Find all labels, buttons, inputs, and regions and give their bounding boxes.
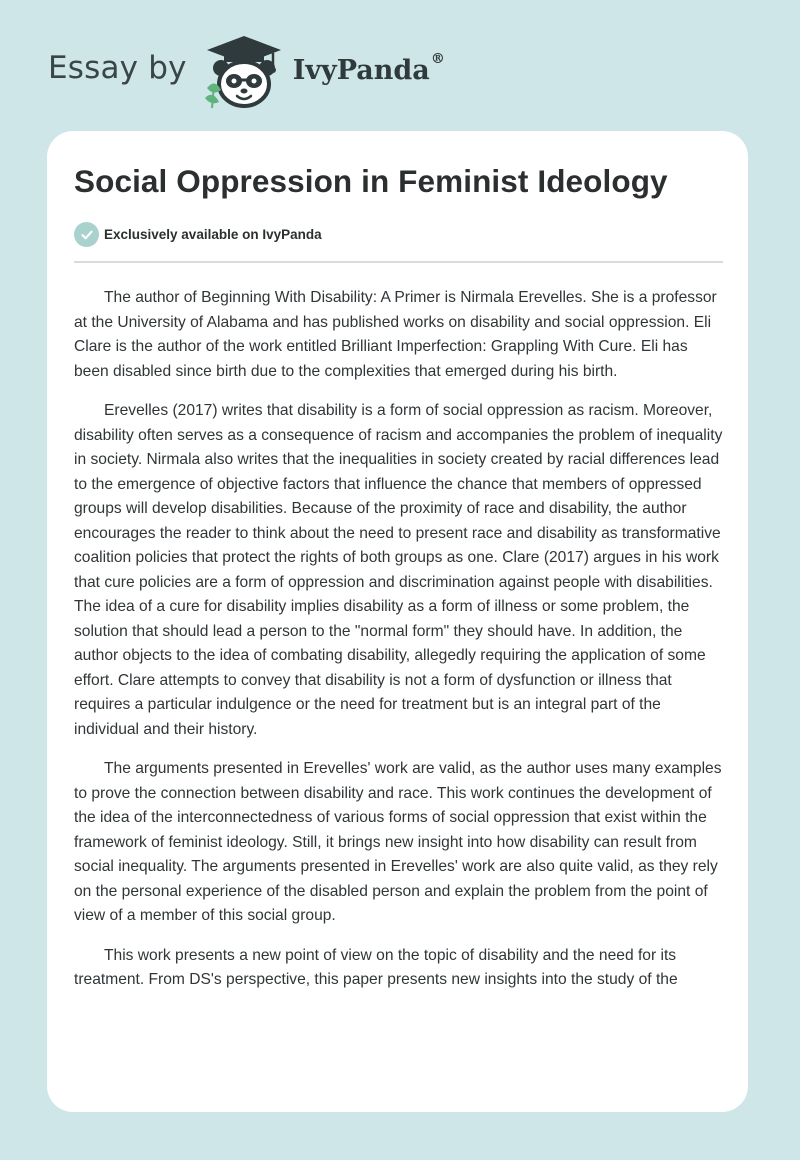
- essay-card: [47, 131, 748, 1112]
- essay-by-label: Essay by: [48, 50, 187, 86]
- paragraph: The author of Beginning With Disability: A Primer is Nirmala Erevelles. She is a professor at the University of Alabama and has published works on disability and social oppression. Eli Clare is the author of the work entitled Brilliant Imperfection: Grappling With Cure. Eli has been disabled since birth due to the complexities that emerged during his birth.: [74, 289, 717, 380]
- brand-name[interactable]: [292, 50, 445, 86]
- exclusive-label: Exclusively available on IvyPanda: [104, 227, 322, 242]
- registered-mark: ®: [430, 50, 445, 67]
- exclusive-badge: [74, 222, 322, 247]
- paragraph: This work presents a new point of view on the topic of disability and the need for its treatment. From DS's perspective, this paper presents new insights into the study of the: [74, 946, 678, 988]
- title-divider: [74, 261, 723, 263]
- panda-graduate-logo-icon[interactable]: [201, 34, 287, 110]
- essay-body: [74, 286, 726, 1008]
- essay-title: Social Oppression in Feminist Ideology: [74, 163, 668, 199]
- paragraph: Erevelles (2017) writes that disability is a form of social oppression as racism. Moreover, disability often serves as a consequence of racism and accompanies the problem of inequality in society. Nirmala also writes that the inequalities in society created by racial differences lead to the emergence of objective factors that influence the chance that members of oppressed groups will develop disabilities. Because of the proximity of race and disability, the author encourages the reader to think about the need to present race and disability as transformative coalition policies that protect the rights of both groups as one. Clare (2017) argues in his work that cure policies are a form of oppression and discrimination against people with disabilities. The idea of a cure for disability implies disability as a form of illness or some problem, the solution that should lead a person to the "normal form" they should have. In addition, the author objects to the idea of combating disability, allegedly requiring the application of some effort. Clare attempts to convey that disability is not a form of dysfunction or illness that requires a particular indulgence or the need for treatment but is an integral part of the individual and their history.: [74, 402, 723, 738]
- check-icon: [74, 222, 99, 247]
- site-header: [48, 34, 445, 110]
- paragraph: The arguments presented in Erevelles' work are valid, as the author uses many examples to prove the connection between disability and race. This work continues the development of the idea of the interconnectedness of various forms of social oppression that exist within the framework of feminist ideology. Still, it brings new insight into how disability can result from social inequality. The arguments presented in Erevelles' work are also quite valid, as they rely on the personal experience of the disabled person and explain the problem from the point of view of a member of this social group.: [74, 760, 722, 924]
- brand-text: IvyPanda: [292, 54, 430, 86]
